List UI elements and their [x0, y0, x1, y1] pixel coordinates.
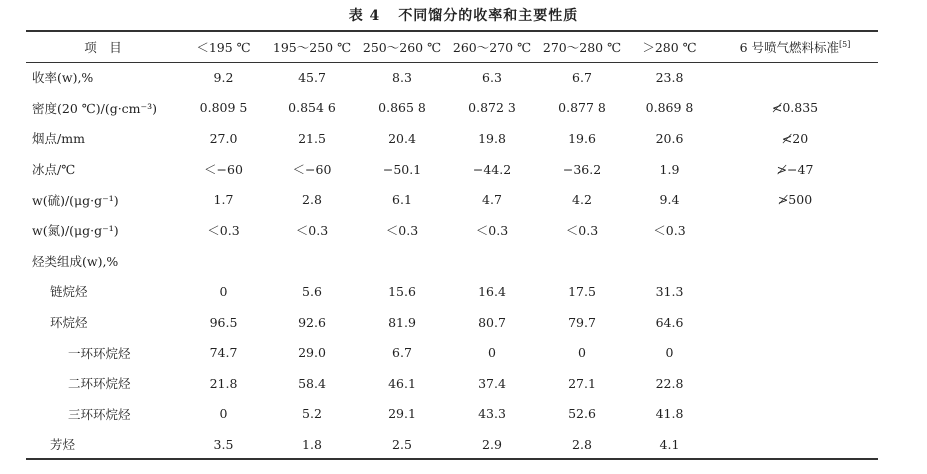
header-item: 项 目: [84, 39, 122, 55]
header-standard: [712, 31, 878, 62]
value-cell: 5.2: [302, 406, 322, 422]
row-label: 环烷烃: [50, 315, 88, 331]
value-cell: 81.9: [388, 314, 416, 330]
value-cell: [537, 246, 627, 277]
standard-cell: ≯500: [777, 192, 813, 208]
row-label: 一环环烷烃: [68, 345, 131, 361]
row-label: 烃类组成(w),%: [32, 253, 119, 269]
header-270-280: 270～280 ℃: [542, 39, 622, 55]
value-cell: 5.6: [302, 283, 322, 299]
table-row: [26, 307, 878, 338]
value-cell: 6.3: [482, 69, 502, 85]
value-cell: ＜0.3: [295, 223, 329, 239]
value-cell: −36.2: [562, 161, 602, 177]
value-cell: 20.4: [388, 130, 416, 146]
value-cell: 79.7: [568, 314, 596, 330]
table-row: [26, 337, 878, 368]
value-cell: 2.8: [572, 436, 592, 452]
value-cell: 6.7: [392, 345, 412, 361]
value-cell: 45.7: [298, 69, 326, 85]
value-cell: 22.8: [655, 375, 684, 391]
row-label: 冰点/℃: [32, 162, 76, 178]
value-cell: 8.3: [392, 69, 412, 85]
value-cell: 96.5: [209, 314, 238, 330]
value-cell: 27.1: [568, 375, 596, 391]
header-gt280: ＞280 ℃: [642, 39, 697, 55]
row-label: w(硫)/(μg·g⁻¹): [32, 192, 119, 208]
table-number: 表 4: [348, 8, 381, 24]
value-cell: ＜0.3: [565, 223, 599, 239]
row-label: 二环环烷烃: [68, 376, 131, 392]
value-cell: 0.809 5: [199, 100, 248, 116]
table-row: [26, 429, 878, 460]
value-cell: 21.8: [209, 375, 238, 391]
row-label: 密度(20 ℃)/(g·cm⁻³): [32, 100, 158, 116]
row-label: 三环环烷烃: [68, 406, 131, 422]
value-cell: [180, 246, 267, 277]
value-cell: 58.4: [298, 375, 326, 391]
value-cell: 2.8: [302, 192, 322, 208]
table-row: [26, 184, 878, 215]
value-cell: 29.0: [298, 345, 326, 361]
table-caption: [0, 5, 927, 25]
value-cell: 37.4: [478, 375, 506, 391]
value-cell: 0: [219, 406, 228, 422]
value-cell: 29.1: [388, 406, 416, 422]
value-cell: 6.7: [572, 69, 592, 85]
standard-cell: ≮0.835: [771, 100, 819, 116]
fraction-properties-table: [26, 31, 878, 460]
standard-cell: [712, 307, 878, 338]
standard-cell: [712, 276, 878, 307]
value-cell: 27.0: [209, 130, 238, 146]
value-cell: 52.6: [568, 406, 596, 422]
value-cell: 4.7: [482, 192, 502, 208]
table-row: [26, 123, 878, 154]
table-row: [26, 399, 878, 430]
table-title: 不同馏分的收率和主要性质: [398, 8, 579, 24]
value-cell: 41.8: [655, 406, 684, 422]
table-row: [26, 154, 878, 185]
standard-cell: [712, 368, 878, 399]
value-cell: 31.3: [655, 283, 684, 299]
standard-cell: [712, 399, 878, 430]
value-cell: 3.5: [213, 436, 234, 452]
value-cell: 0.872 3: [468, 100, 516, 116]
value-cell: [357, 246, 447, 277]
standard-cell: [712, 337, 878, 368]
value-cell: 20.6: [655, 130, 684, 146]
row-label: w(氮)/(μg·g⁻¹): [32, 223, 119, 239]
row-label: 链烷烃: [50, 284, 88, 300]
value-cell: [267, 246, 357, 277]
value-cell: 0: [578, 345, 586, 361]
value-cell: 1.9: [659, 161, 680, 177]
value-cell: 15.6: [388, 283, 416, 299]
table-row: [26, 93, 878, 124]
value-cell: 2.5: [392, 436, 412, 452]
value-cell: −50.1: [382, 161, 422, 177]
table-row: [26, 276, 878, 307]
value-cell: ＜−60: [204, 162, 243, 178]
value-cell: ＜0.3: [653, 223, 686, 239]
value-cell: 9.4: [659, 192, 680, 208]
header-lt195: ＜195 ℃: [196, 39, 251, 55]
value-cell: 19.8: [478, 130, 506, 146]
value-cell: −44.2: [472, 161, 512, 177]
value-cell: 0.877 8: [558, 100, 606, 116]
value-cell: 46.1: [388, 375, 416, 391]
value-cell: 0: [219, 283, 228, 299]
standard-cell: ≮20: [781, 130, 809, 146]
value-cell: 4.1: [659, 436, 680, 452]
value-cell: 17.5: [568, 283, 596, 299]
value-cell: 80.7: [478, 314, 506, 330]
value-cell: ＜0.3: [207, 223, 240, 239]
table-row: [26, 62, 878, 93]
value-cell: 43.3: [478, 406, 506, 422]
row-label: 烟点/mm: [32, 131, 85, 147]
value-cell: 0: [488, 345, 496, 361]
value-cell: 74.7: [209, 345, 238, 361]
header-standard-ref: [5]: [839, 39, 851, 49]
value-cell: 0: [665, 345, 674, 361]
table-row: [26, 215, 878, 246]
value-cell: 1.8: [302, 436, 322, 452]
header-260-270: 260～270 ℃: [452, 39, 532, 55]
value-cell: 21.5: [298, 130, 326, 146]
header-standard-label: 6 号喷气燃料标准: [739, 39, 840, 55]
value-cell: 2.9: [482, 436, 502, 452]
row-label: 收率(w),%: [32, 70, 94, 86]
value-cell: 4.2: [572, 192, 592, 208]
value-cell: [627, 246, 712, 277]
value-cell: 16.4: [478, 283, 506, 299]
standard-cell: [712, 215, 878, 246]
value-cell: 0.854 6: [288, 100, 336, 116]
value-cell: 9.2: [213, 69, 234, 85]
value-cell: 64.6: [655, 314, 684, 330]
value-cell: 92.6: [298, 314, 326, 330]
value-cell: ＜0.3: [475, 223, 509, 239]
table-row: [26, 246, 878, 277]
value-cell: ＜−60: [292, 162, 332, 178]
value-cell: 0.869 8: [645, 100, 694, 116]
value-cell: ＜0.3: [385, 223, 419, 239]
header-250-260: 250～260 ℃: [362, 39, 442, 55]
standard-cell: [712, 62, 878, 93]
value-cell: 6.1: [392, 192, 412, 208]
row-label: 芳烃: [50, 437, 76, 453]
standard-cell: [712, 246, 878, 277]
header-195-250: 195～250 ℃: [272, 39, 352, 55]
header-row: [26, 31, 878, 62]
value-cell: 23.8: [655, 69, 684, 85]
value-cell: 0.865 8: [378, 100, 426, 116]
value-cell: 19.6: [568, 130, 596, 146]
value-cell: 1.7: [213, 192, 234, 208]
standard-cell: [712, 429, 878, 460]
standard-cell: ≯−47: [776, 161, 814, 177]
value-cell: [447, 246, 537, 277]
table-row: [26, 368, 878, 399]
